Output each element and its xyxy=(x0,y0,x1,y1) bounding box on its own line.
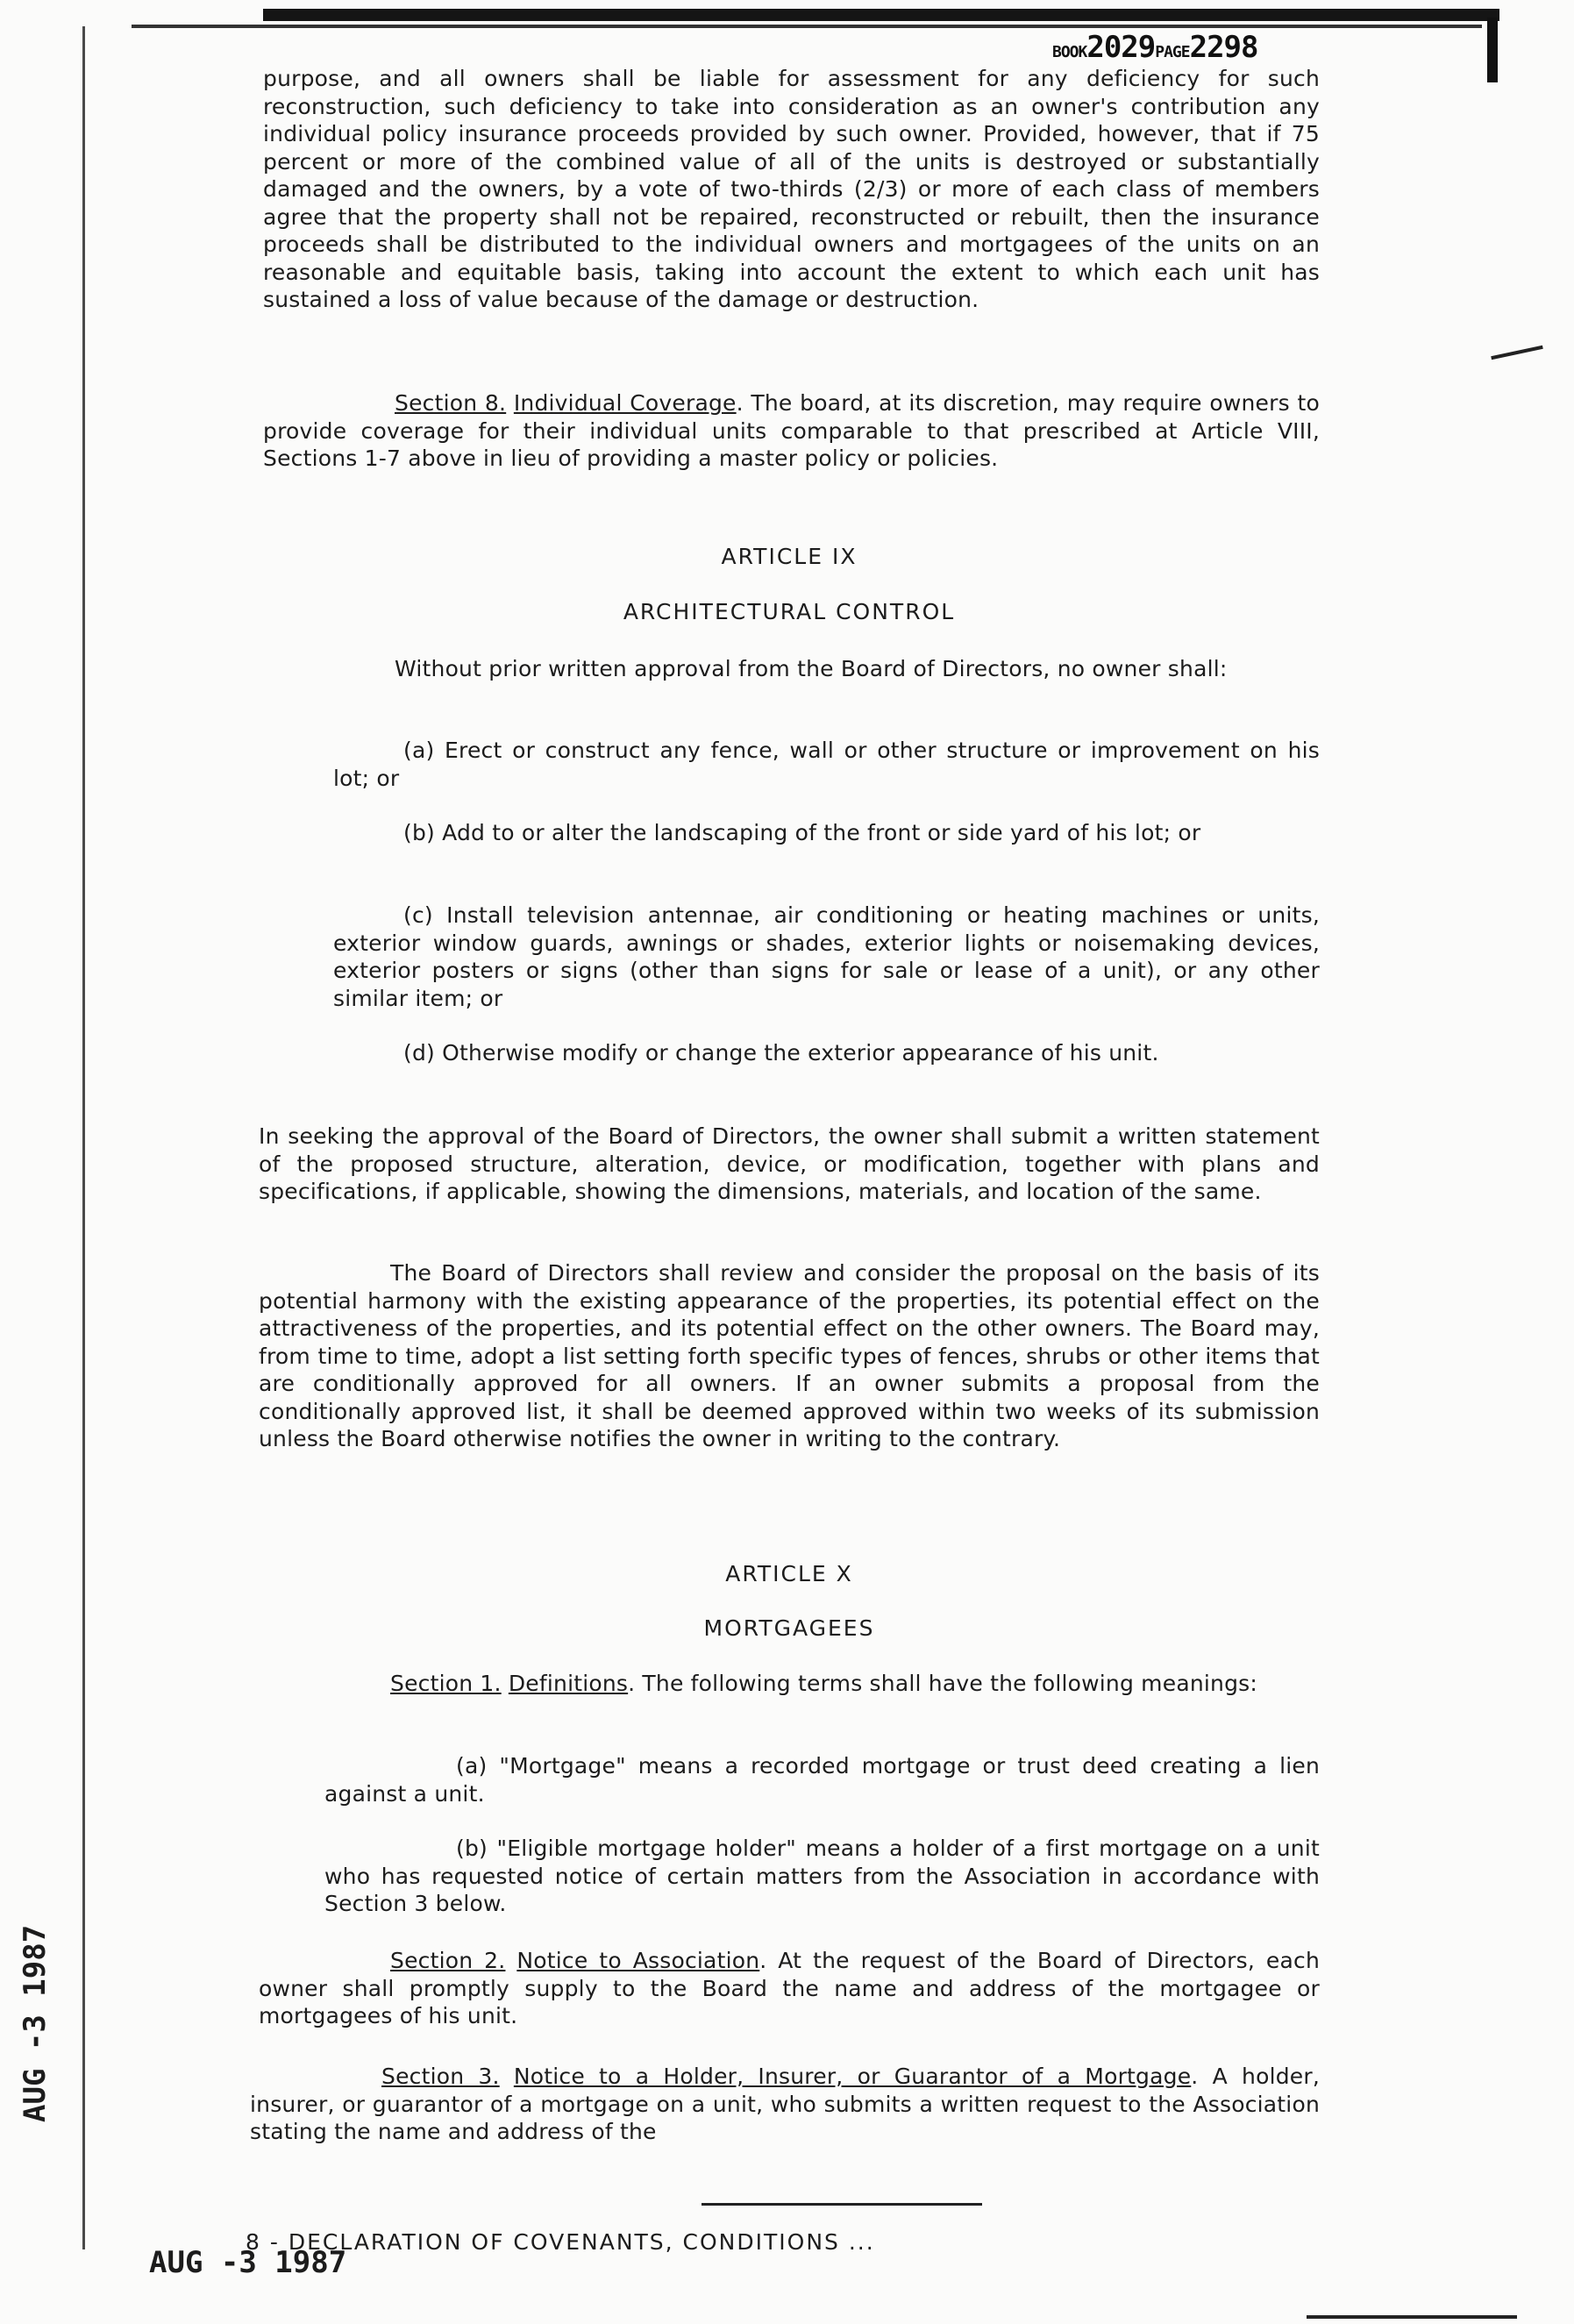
section-2-notice: Section 2. Notice to Association. At the request of the Board of Directors, each owner shall promptly supply to the Board the name and address of the mortgagee or mortgagees of his unit. xyxy=(259,1948,1320,2028)
article-9-heading: ARTICLE IX xyxy=(721,544,858,569)
definition-b: (b) "Eligible mortgage holder" means a holder of a first mortgage on a unit who has requested notice of certain matters from the Association in accordance with Section 3 below. xyxy=(324,1836,1320,1916)
scan-mark xyxy=(1491,346,1543,360)
article-9-intro: Without prior written approval from the Board of Directors, no owner shall: xyxy=(395,656,1228,681)
page-footer: 8 - DECLARATION OF COVENANTS, CONDITIONS ... xyxy=(246,2229,875,2255)
article-10-heading: ARTICLE X xyxy=(725,1561,853,1586)
section-1-definitions: Section 1. Definitions. The following terms shall have the following meanings: xyxy=(390,1671,1257,1696)
scan-edge-top xyxy=(263,9,1499,21)
book-page-reference: BOOK2029PAGE2298 xyxy=(1052,30,1258,65)
item-c: (c) Install television antennae, air conditioning or heating machines or units, exterior window guards, awnings or shades, exterior lights or noisemaking devices, exterior posters or signs (other than signs for sale or lease of a unit), or any other similar item; or xyxy=(333,902,1320,1011)
item-a: (a) Erect or construct any fence, wall or other structure or improvement on his lot; or xyxy=(333,738,1320,791)
scan-mark xyxy=(702,2203,982,2206)
scan-edge-right xyxy=(1487,18,1498,82)
item-b: (b) Add to or alter the landscaping of the front or side yard of his lot; or xyxy=(403,820,1201,845)
definition-a: (a) "Mortgage" means a recorded mortgage or trust deed creating a lien against a unit. xyxy=(324,1753,1320,1807)
scan-mark xyxy=(1307,2315,1517,2319)
item-d: (d) Otherwise modify or change the exterior appearance of his unit. xyxy=(403,1040,1159,1066)
section-8: Section 8. Individual Coverage. The board, at its discretion, may require owners to provide coverage for their individual units comparable to that prescribed at Article VIII, Sections 1-7 above in lieu of providing a master policy or policies. xyxy=(263,390,1320,471)
section-3-notice: Section 3. Notice to a Holder, Insurer, or Guarantor of a Mortgage. A holder, insurer, or guarantor of a mortgage on a unit, who submits a written request to the Association stating the name and address of the xyxy=(250,2064,1320,2144)
filing-date-stamp: AUG -3 1987 xyxy=(149,2245,347,2280)
margin-rule xyxy=(82,26,85,2249)
approval-paragraph: In seeking the approval of the Board of Directors, the owner shall submit a written statement of the proposed structure, alteration, device, or modification, together with plans and specifications, if applicable, showing the dimensions, materials, and location of the same. xyxy=(259,1123,1320,1204)
paragraph-continued: purpose, and all owners shall be liable for assessment for any deficiency for such reconstruction, such deficiency to take into consideration as an owner's contribution any individual policy insurance proceeds provided by such owner. Provided, however, that if 75 percent or more of the combined value of all of the units is destroyed or substantially damaged and the owners, by a vote of two-thirds (2/3) or more of each class of members agree that the property shall not be repaired, reconstructed or rebuilt, then the insurance proceeds shall be distributed to the individual owners and mortgagees of the units on an reasonable and equitable basis, taking into account the extent to which each unit has sustained a loss of value because of the damage or destruction. xyxy=(263,66,1320,312)
board-review-paragraph: The Board of Directors shall review and consider the proposal on the basis of its potential harmony with the existing appearance of the properties, its potential effect on the attractiveness of the properties, and its potential effect on the other owners. The Board may, from time to time, adopt a list setting forth specific types of fences, shrubs or other items that are conditionally approved for all owners. If an owner submits a proposal from the conditionally approved list, it shall be deemed approved within two weeks of its submission unless the Board otherwise notifies the owner in writing to the contrary. xyxy=(259,1260,1320,1451)
article-10-subheading: MORTGAGEES xyxy=(703,1615,875,1641)
scan-edge-top-thin xyxy=(132,25,1482,28)
article-9-subheading: ARCHITECTURAL CONTROL xyxy=(623,599,956,624)
filing-date-stamp-vertical: AUG -3 1987 xyxy=(18,1924,53,2122)
